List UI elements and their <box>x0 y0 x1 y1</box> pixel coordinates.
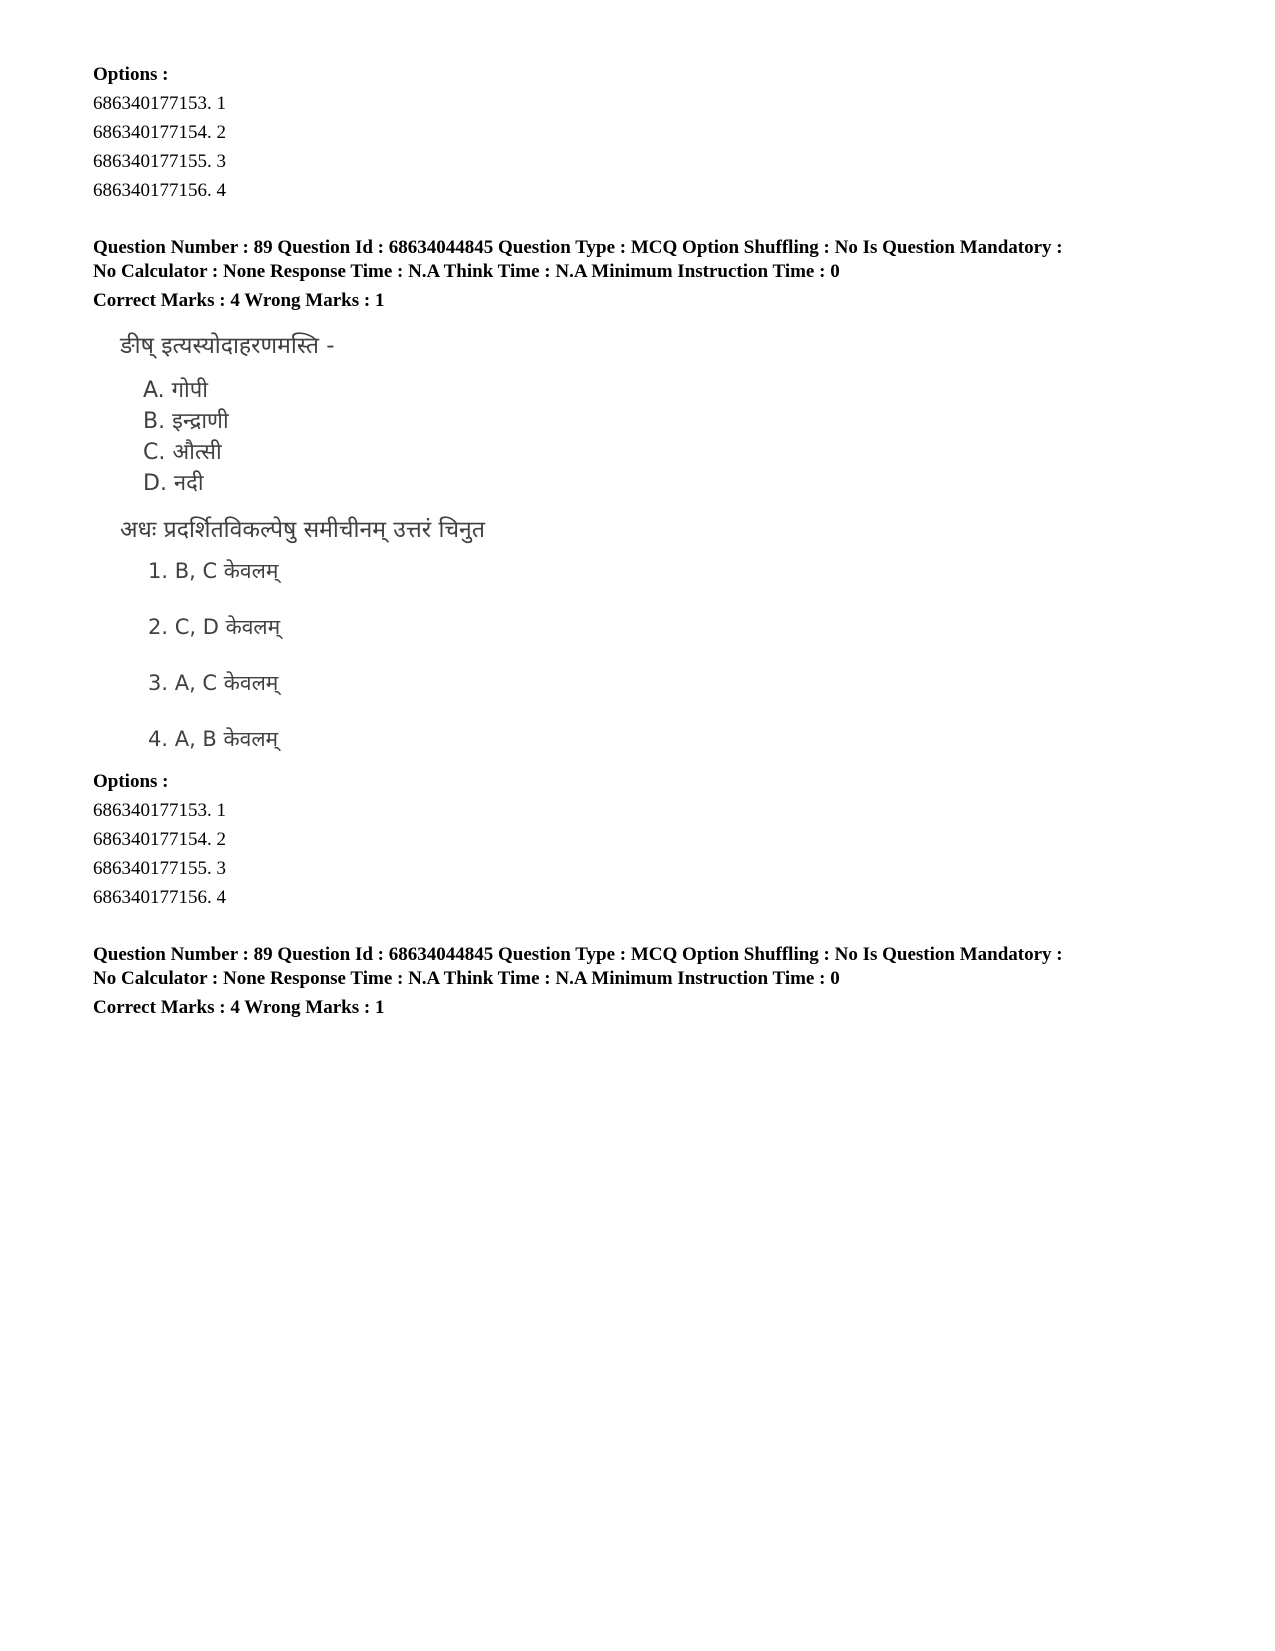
option-item: 686340177155. 3 <box>93 858 226 879</box>
option-item: 686340177155. 3 <box>93 151 226 172</box>
question-marks: Correct Marks : 4 Wrong Marks : 1 <box>93 997 385 1018</box>
statement-item: A. गोपी <box>143 378 208 403</box>
choice-item: 2. C, D केवलम् <box>148 615 281 639</box>
option-item: 686340177156. 4 <box>93 887 226 908</box>
option-item: 686340177153. 1 <box>93 800 226 821</box>
question-statements <box>143 375 1193 499</box>
question-choices <box>148 555 1193 755</box>
choice-item: 3. A, C केवलम् <box>148 671 279 695</box>
option-item: 686340177154. 2 <box>93 122 226 143</box>
choice-item: 1. B, C केवलम् <box>148 559 279 583</box>
question-meta-line-1: Question Number : 89 Question Id : 68634044845 Question Type : MCQ Option Shuffling : No Is Question Mandatory : <box>93 237 1063 258</box>
question-instruction: अधः प्रदर्शितविकल्पेषु समीचीनम् उत्तरं चिनुत <box>120 517 485 543</box>
question-stem: ङीष् इत्यस्योदाहरणमस्ति - <box>120 333 335 359</box>
statement-item: C. औत्सी <box>143 440 222 465</box>
question-meta <box>93 236 1193 315</box>
question-body <box>120 329 1193 755</box>
statement-item: D. नदी <box>143 471 204 496</box>
top-options-block <box>93 60 1193 205</box>
choice-item: 4. A, B केवलम् <box>148 727 279 751</box>
question-meta-line-1: Question Number : 89 Question Id : 68634044845 Question Type : MCQ Option Shuffling : No Is Question Mandatory : <box>93 944 1063 965</box>
options-heading: Options : <box>93 64 169 85</box>
option-item: 686340177156. 4 <box>93 180 226 201</box>
question-meta-line-2: No Calculator : None Response Time : N.A Think Time : N.A Minimum Instruction Time : 0 <box>93 261 840 282</box>
document-page <box>93 60 1193 1022</box>
question-marks: Correct Marks : 4 Wrong Marks : 1 <box>93 290 385 311</box>
option-item: 686340177153. 1 <box>93 93 226 114</box>
options-heading: Options : <box>93 771 169 792</box>
question-meta-line-2: No Calculator : None Response Time : N.A Think Time : N.A Minimum Instruction Time : 0 <box>93 968 840 989</box>
statement-item: B. इन्द्राणी <box>143 409 229 434</box>
option-item: 686340177154. 2 <box>93 829 226 850</box>
next-question-meta <box>93 943 1193 1022</box>
bottom-options-block <box>93 767 1193 912</box>
